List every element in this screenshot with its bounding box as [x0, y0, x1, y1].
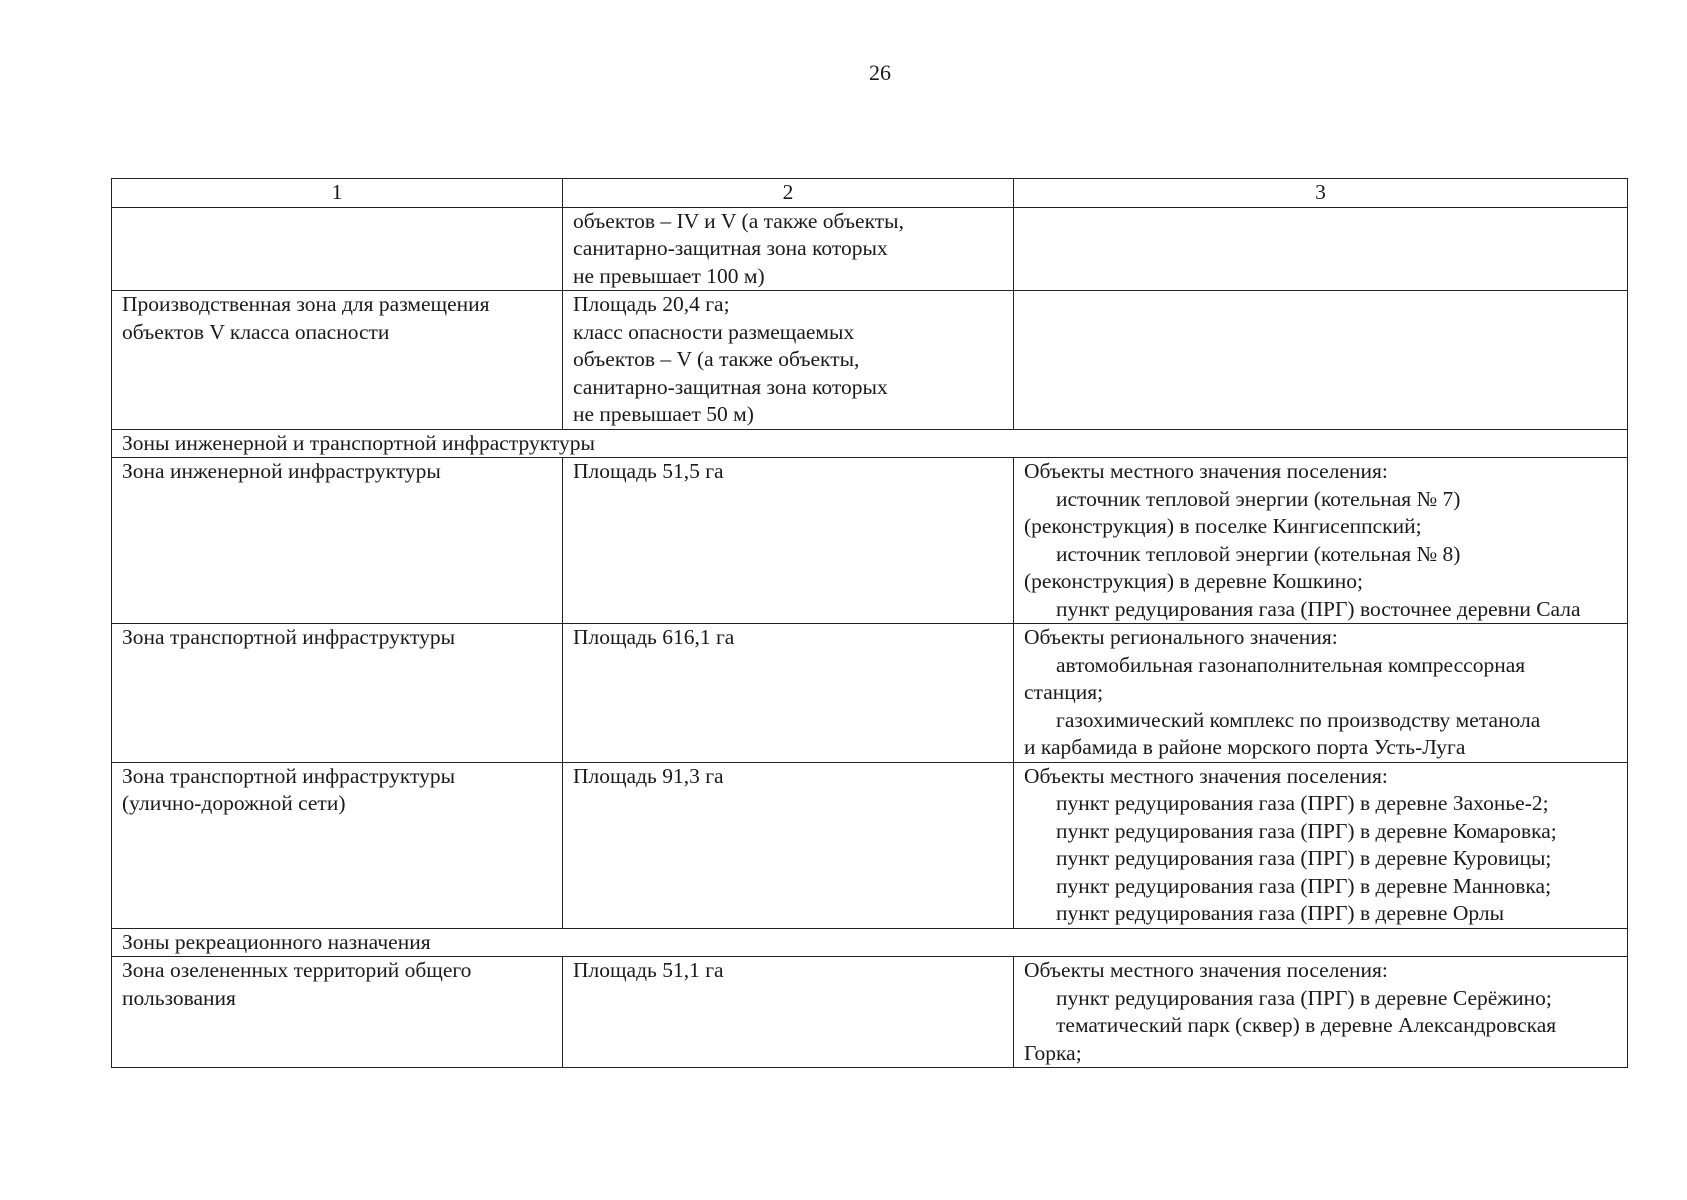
zone-name-cell [112, 207, 563, 291]
zone-parameters-cell [563, 762, 1014, 928]
cell-line: санитарно-защитная зона которых [573, 236, 888, 260]
zone-objects-cell [1014, 207, 1628, 291]
cell-line: Площадь 616,1 га [573, 625, 735, 649]
cell-line: Зона транспортной инфраструктуры [122, 763, 456, 788]
zone-parameters-cell [563, 291, 1014, 430]
section-heading: Зоны инженерной и транспортной инфраструктуры [112, 429, 1628, 458]
cell-line: Площадь 20,4 га; [573, 292, 730, 316]
cell-line: пункт редуцирования газа (ПРГ) в деревне Комаровка; [1056, 818, 1557, 843]
cell-line: Горка; [1024, 1040, 1082, 1065]
cell-line: газохимический комплекс по производству метанола [1056, 707, 1541, 732]
zone-parameters-cell [563, 957, 1014, 1068]
cell-line: Объекты местного значения поселения: [1024, 763, 1388, 788]
cell-line: Площадь 51,1 га [573, 958, 724, 982]
cell-line: источник тепловой энергии (котельная № 7) [1056, 486, 1461, 511]
cell-line: Зона озелененных территорий общего [122, 958, 472, 982]
cell-line: класс опасности размещаемых [573, 319, 855, 344]
table-row [112, 762, 1628, 928]
cell-line: (реконструкция) в поселке Кингисеппский; [1024, 514, 1422, 538]
page-number: 26 [869, 60, 891, 85]
cell-line: Зона инженерной инфраструктуры [122, 459, 441, 483]
zone-objects-cell [1014, 762, 1628, 928]
table-row [112, 957, 1628, 1068]
cell-line: объектов – V (а также объекты, [573, 347, 860, 371]
cell-line: пункт редуцирования газа (ПРГ) в деревне Орлы [1056, 901, 1505, 925]
section-row [112, 928, 1628, 957]
cell-line: Зона транспортной инфраструктуры [122, 625, 456, 649]
cell-line: (реконструкция) в деревне Кошкино; [1024, 569, 1363, 593]
zone-objects-cell [1014, 291, 1628, 430]
cell-line: санитарно-защитная зона которых [573, 374, 888, 399]
cell-line: пункт редуцирования газа (ПРГ) в деревне Серёжино; [1056, 985, 1552, 1010]
zone-parameters-cell [563, 207, 1014, 291]
cell-line: автомобильная газонаполнительная компрессорная [1056, 652, 1526, 677]
table-row [112, 458, 1628, 624]
cell-line: пункт редуцирования газа (ПРГ) в деревне Манновка; [1056, 873, 1552, 898]
cell-line: не превышает 50 м) [573, 402, 754, 426]
zones-table [111, 178, 1628, 1068]
column-header-3: 3 [1014, 179, 1628, 208]
cell-line: Объекты местного значения поселения: [1024, 958, 1388, 982]
cell-line: источник тепловой энергии (котельная № 8) [1056, 541, 1461, 566]
cell-line: объектов – IV и V (а также объекты, [573, 208, 904, 233]
table-row [112, 291, 1628, 430]
column-header-2: 2 [563, 179, 1014, 208]
cell-line: не превышает 100 м) [573, 263, 765, 288]
zone-name-cell [112, 624, 563, 763]
cell-line: Объекты регионального значения: [1024, 625, 1338, 649]
cell-line: пункт редуцирования газа (ПРГ) восточнее деревни Сала [1056, 596, 1581, 621]
column-header-1: 1 [112, 179, 563, 208]
cell-line: Площадь 51,5 га [573, 459, 724, 483]
cell-line: объектов V класса опасности [122, 319, 390, 344]
cell-line: пункт редуцирования газа (ПРГ) в деревне Захонье-2; [1056, 791, 1549, 815]
zone-objects-cell [1014, 458, 1628, 624]
zone-name-cell [112, 291, 563, 430]
section-row [112, 429, 1628, 458]
cell-line: пользования [122, 985, 236, 1010]
table-row [112, 207, 1628, 291]
zone-name-cell [112, 458, 563, 624]
cell-line: Площадь 91,3 га [573, 763, 724, 788]
cell-line: и карбамида в районе морского порта Усть-Луга [1024, 735, 1466, 759]
cell-line: станция; [1024, 680, 1104, 704]
cell-line: Производственная зона для размещения [122, 292, 490, 316]
cell-line: тематический парк (сквер) в деревне Александровская [1056, 1013, 1557, 1037]
zone-name-cell [112, 957, 563, 1068]
zone-objects-cell [1014, 957, 1628, 1068]
section-heading: Зоны рекреационного назначения [112, 928, 1628, 957]
table-row [112, 624, 1628, 763]
cell-line: Объекты местного значения поселения: [1024, 459, 1388, 483]
zone-objects-cell [1014, 624, 1628, 763]
zone-name-cell [112, 762, 563, 928]
cell-line: пункт редуцирования газа (ПРГ) в деревне Куровицы; [1056, 846, 1552, 870]
table-header-row [112, 179, 1628, 208]
cell-line: (улично-дорожной сети) [122, 791, 346, 815]
zone-parameters-cell [563, 624, 1014, 763]
zone-parameters-cell [563, 458, 1014, 624]
